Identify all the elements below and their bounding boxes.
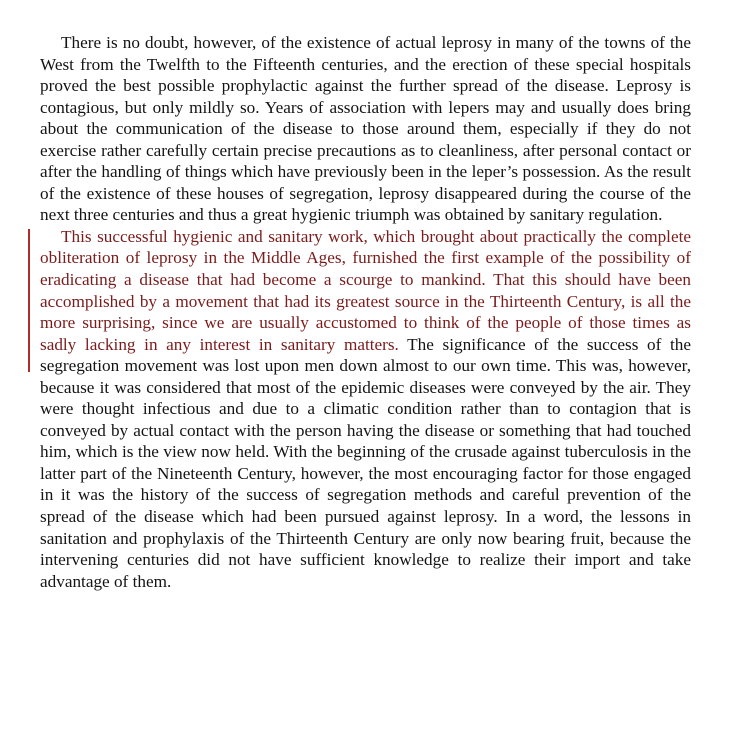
paragraph-2-continuation: The significance of the success of the segregation movement was lost upon men down almost to our own time. This was, however, because it was considered that most of the epidemic diseases were conveyed by the air. They were thought infectious and due to a climatic condition rather than to contagion that is conveyed by actual contact with the person having the disease or something that had touched him, which is the view now held. With the beginning of the crusade against tuberculosis in the latter part of the Nineteenth Century, however, the most encouraging factor for those engaged in it was the history of the success of segregation methods and careful prevention of the spread of the disease which had been pursued against leprosy. In a word, the lessons in sanitation and prophylaxis of the Thirteenth Century are only now bearing fruit, because the intervening centuries did not have sufficient knowledge to realize their import and take advantage of them. (40, 334, 691, 591)
highlight-margin-marker (28, 229, 30, 372)
paragraph-2 (40, 226, 691, 592)
highlighted-passage[interactable]: This successful hygienic and sanitary work, which brought about practically the complete obliteration of leprosy in the Middle Ages, furnished the first example of the possibility of eradicating a disease that had become a scourge to mankind. That this should have been accomplished by a movement that had its greatest source in the Thirteenth Century, is all the more surprising, since we are usually accustomed to think of the people of those times as sadly lacking in any interest in sanitary matters. (40, 226, 691, 354)
document-page (40, 32, 691, 592)
paragraph-1: There is no doubt, however, of the existence of actual leprosy in many of the towns of the West from the Twelfth to the Fifteenth centuries, and the erection of these special hospitals proved the best possible prophylactic against the further spread of the disease. Leprosy is contagious, but only mildly so. Years of association with lepers may and usually does bring about the communication of the disease to those around them, especially if they do not exercise rather carefully certain precise precautions as to cleanliness, after personal contact or after the handling of things which have previously been in the leper’s possession. As the result of the existence of these houses of segregation, leprosy disappeared during the course of the next three centuries and thus a great hygienic triumph was obtained by sanitary regulation. (40, 33, 691, 225)
